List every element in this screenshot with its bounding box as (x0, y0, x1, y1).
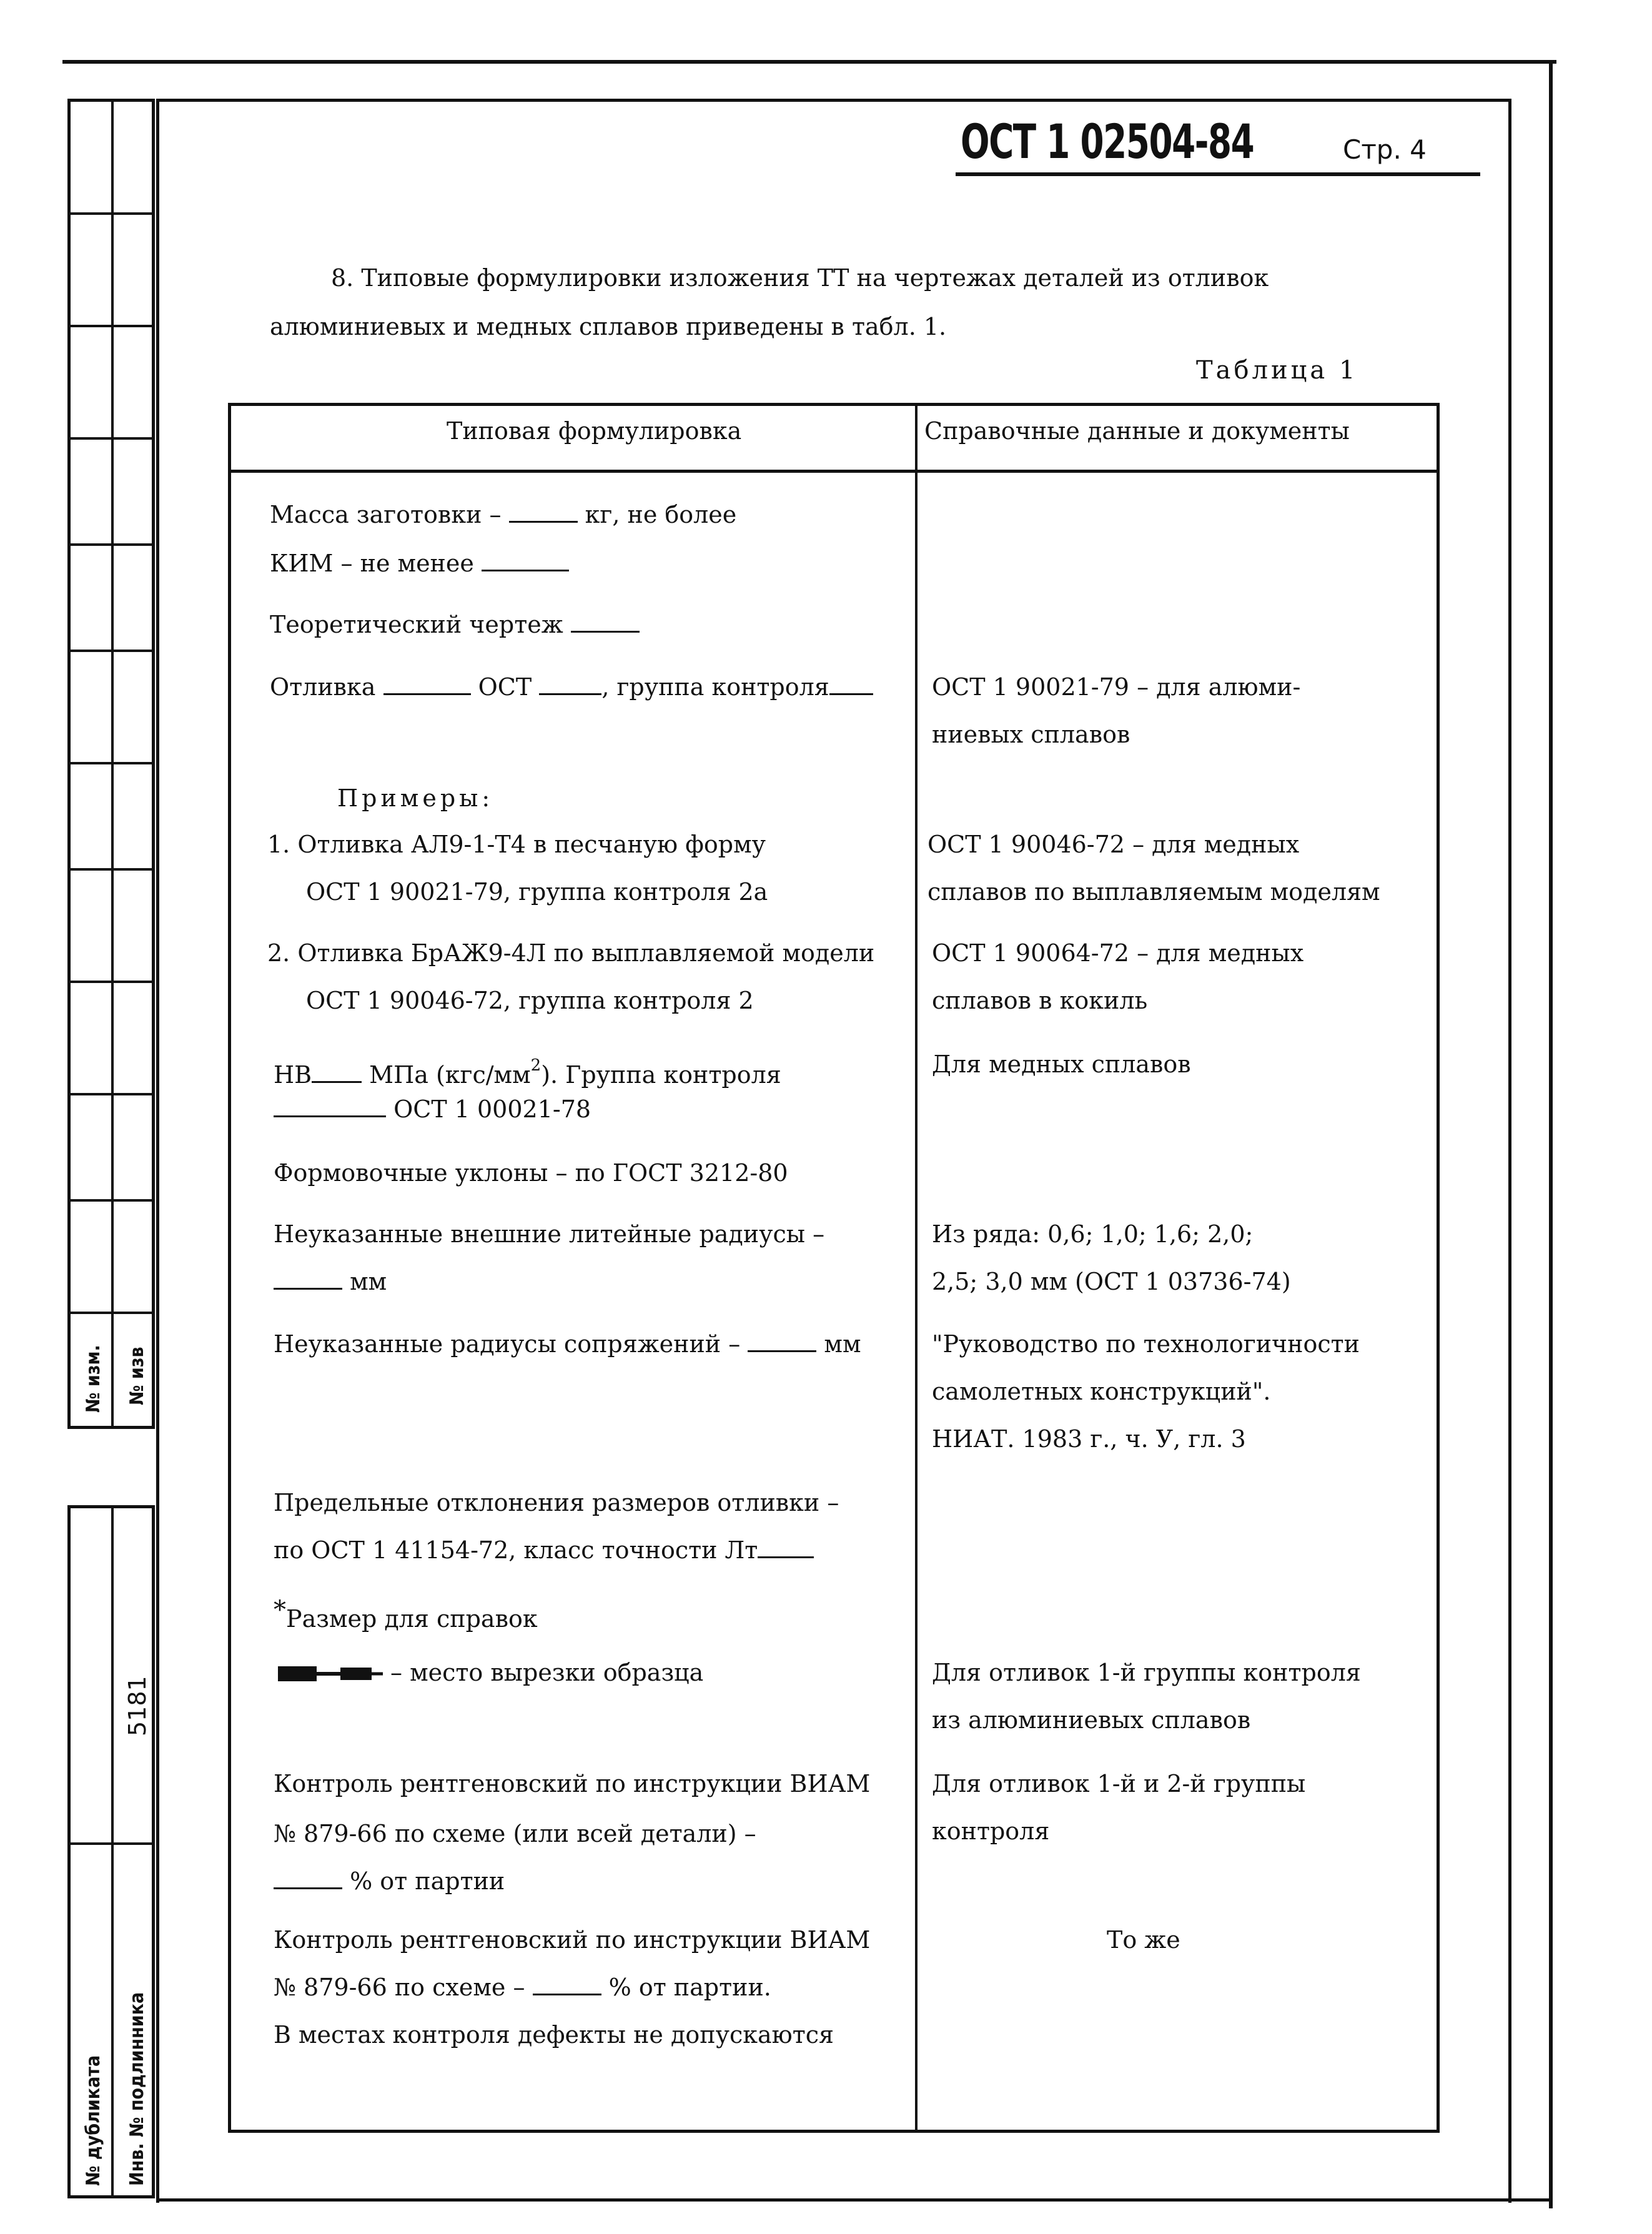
ref-radius-range-line-1: Из ряда: 0,6; 1,0; 1,6; 2,0; (932, 1220, 1254, 1248)
margin-label-izv: № изв (126, 1347, 148, 1405)
reference-size-label: Размер для справок (286, 1605, 538, 1633)
page-frame-top (62, 60, 1556, 64)
conj-radii-label: Неуказанные радиусы сопряжений – (274, 1330, 741, 1358)
mass-unit: кг, не более (585, 501, 737, 528)
deviation-standard: по ОСТ 1 41154-72, класс точности Лт (274, 1536, 758, 1564)
example-1-line-1: 1. Отливка АЛ9-1-Т4 в песчаную форму (267, 831, 766, 858)
blank-field (571, 630, 640, 633)
hb-unit: МПа (кгс/мм (369, 1061, 531, 1089)
ext-radii-unit: мм (350, 1268, 387, 1295)
blank-field (533, 1993, 601, 1995)
row-xray-1: Контроль рентгеновский по инструкции ВИАМ (274, 1770, 871, 1797)
cut-place-symbol-icon (278, 1661, 384, 1686)
margin-number: 5181 (124, 1676, 151, 1736)
row-xray-2: Контроль рентгеновский по инструкции ВИАМ (274, 1926, 871, 1954)
margin-cell-line (67, 650, 155, 652)
intro-line-1: 8. Типовые формулировки изложения ТТ на чертежах деталей из отливок (331, 264, 1269, 292)
ref-copper-alloys: Для медных сплавов (932, 1050, 1191, 1078)
casting-ost: ОСТ (478, 673, 532, 701)
margin-cell-line (67, 212, 155, 215)
row-theoretical (270, 601, 640, 648)
row-xray-2-line-3: В местах контроля дефекты не допускаются (274, 2021, 834, 2049)
xray-1-percent: % от партии (350, 1867, 505, 1895)
hb-superscript: 2 (530, 1056, 542, 1075)
row-mass (270, 491, 736, 538)
ref-group-1-line-1: Для отливок 1-й группы контроля (932, 1659, 1361, 1686)
margin-cell-line (67, 762, 155, 764)
blank-field (758, 1556, 814, 1558)
casting-label: Отливка (270, 673, 376, 701)
row-xray-2-line-2 (274, 1964, 771, 2011)
page-frame-right (1549, 60, 1553, 2208)
xray-2-scheme: № 879-66 по схеме – (274, 1974, 525, 2001)
ref-radius-range-line-2: 2,5; 3,0 мм (ОСТ 1 03736-74) (932, 1268, 1291, 1295)
margin-cell-line (67, 1199, 155, 1202)
blank-field (274, 1287, 342, 1290)
document-id: ОСТ 1 02504-84 (961, 114, 1254, 169)
ref-ost-aluminum-line-2: ниевых сплавов (932, 721, 1130, 748)
blank-field (312, 1080, 362, 1083)
ref-ost-aluminum-line-1: ОСТ 1 90021-79 – для алюми- (932, 673, 1301, 701)
blank-field (274, 1887, 342, 1889)
margin-label-dubl: № дубликата (82, 2055, 104, 2186)
asterisk-mark: * (274, 1596, 286, 1624)
cut-place-label: – место вырезки образца (390, 1659, 704, 1686)
row-slopes: Формовочные уклоны – по ГОСТ 3212-80 (274, 1159, 788, 1187)
row-casting (270, 663, 873, 711)
row-ext-radii: Неуказанные внешние литейные радиусы – (274, 1220, 825, 1248)
margin-cell-line (67, 1093, 155, 1095)
ref-ost-copper-2-line-1: ОСТ 1 90064-72 – для медных (932, 939, 1304, 967)
hb-standard: ОСТ 1 00021-78 (393, 1095, 591, 1123)
table-header-divider (228, 470, 1440, 473)
example-2-line-1: 2. Отливка БрАЖ9-4Л по выплавляемой модели (267, 939, 875, 967)
example-1-line-2: ОСТ 1 90021-79, группа контроля 2а (306, 878, 768, 906)
ref-same: То же (1107, 1926, 1180, 1954)
margin-cell-line (67, 543, 155, 546)
table-header-col2: Справочные данные и документы (924, 417, 1350, 445)
header-rule (956, 172, 1480, 176)
ref-ost-copper-2-line-2: сплавов в кокиль (932, 987, 1148, 1014)
ref-group-12-line-1: Для отливок 1-й и 2-й группы (932, 1770, 1306, 1797)
row-ext-radii-line-2 (274, 1258, 387, 1305)
blank-field (539, 693, 601, 695)
ref-group-12-line-2: контроля (932, 1817, 1050, 1845)
theoretical-label: Теоретический чертеж (270, 611, 563, 638)
page-number: Стр. 4 (1343, 134, 1427, 165)
hb-group: ). Группа контроля (541, 1061, 781, 1089)
intro-line-2: алюминиевых и медных сплавов приведены в табл. 1. (270, 313, 947, 340)
blank-field (482, 569, 569, 571)
row-conj-radii (274, 1320, 861, 1368)
ref-ost-copper-1-line-2: сплавов по выплавляемым моделям (927, 878, 1380, 906)
margin-cell-line (67, 1842, 155, 1845)
row-deviations: Предельные отклонения размеров отливки – (274, 1489, 839, 1516)
row-xray-1-line-3 (274, 1857, 505, 1905)
ref-group-1-line-2: из алюминиевых сплавов (932, 1706, 1251, 1734)
example-2-line-2: ОСТ 1 90046-72, группа контроля 2 (306, 987, 754, 1014)
row-deviations-line-2 (274, 1526, 814, 1574)
ref-guide-line-3: НИАТ. 1983 г., ч. У, гл. 3 (932, 1425, 1246, 1453)
blank-field (829, 693, 873, 695)
margin-label-izm: № изм. (82, 1345, 104, 1413)
table-header-col1: Типовая формулировка (447, 417, 742, 445)
hb-label: НВ (274, 1061, 312, 1089)
margin-cell-line (67, 868, 155, 871)
row-kim (270, 540, 569, 587)
margin-cell-line (67, 437, 155, 440)
blank-field (509, 520, 578, 523)
examples-heading: Примеры: (337, 784, 494, 812)
row-reference-size (274, 1586, 538, 1643)
margin-label-inv: Инв. № подлинника (126, 1992, 148, 2186)
kim-label: КИМ – не менее (270, 550, 474, 577)
margin-cell-line (67, 325, 155, 327)
casting-group: , группа контроля (601, 673, 829, 701)
ref-guide-line-2: самолетных конструкций". (932, 1378, 1271, 1405)
blank-field (748, 1350, 816, 1352)
margin-cell-line (67, 1312, 155, 1314)
table-caption: Таблица 1 (1196, 356, 1358, 385)
blank-field (274, 1115, 386, 1117)
margin-strip-divider (111, 1505, 114, 2198)
mass-label: Масса заготовки – (270, 501, 502, 528)
ref-guide-line-1: "Руководство по технологичности (932, 1330, 1360, 1358)
row-hardness-line-2 (274, 1085, 591, 1133)
margin-cell-line (67, 981, 155, 983)
xray-2-percent: % от партии. (608, 1974, 771, 2001)
conj-radii-unit: мм (824, 1330, 861, 1358)
row-xray-1-line-2: № 879-66 по схеме (или всей детали) – (274, 1820, 756, 1847)
ref-ost-copper-1-line-1: ОСТ 1 90046-72 – для медных (927, 831, 1300, 858)
table-column-divider (915, 403, 918, 2133)
blank-field (383, 693, 471, 695)
